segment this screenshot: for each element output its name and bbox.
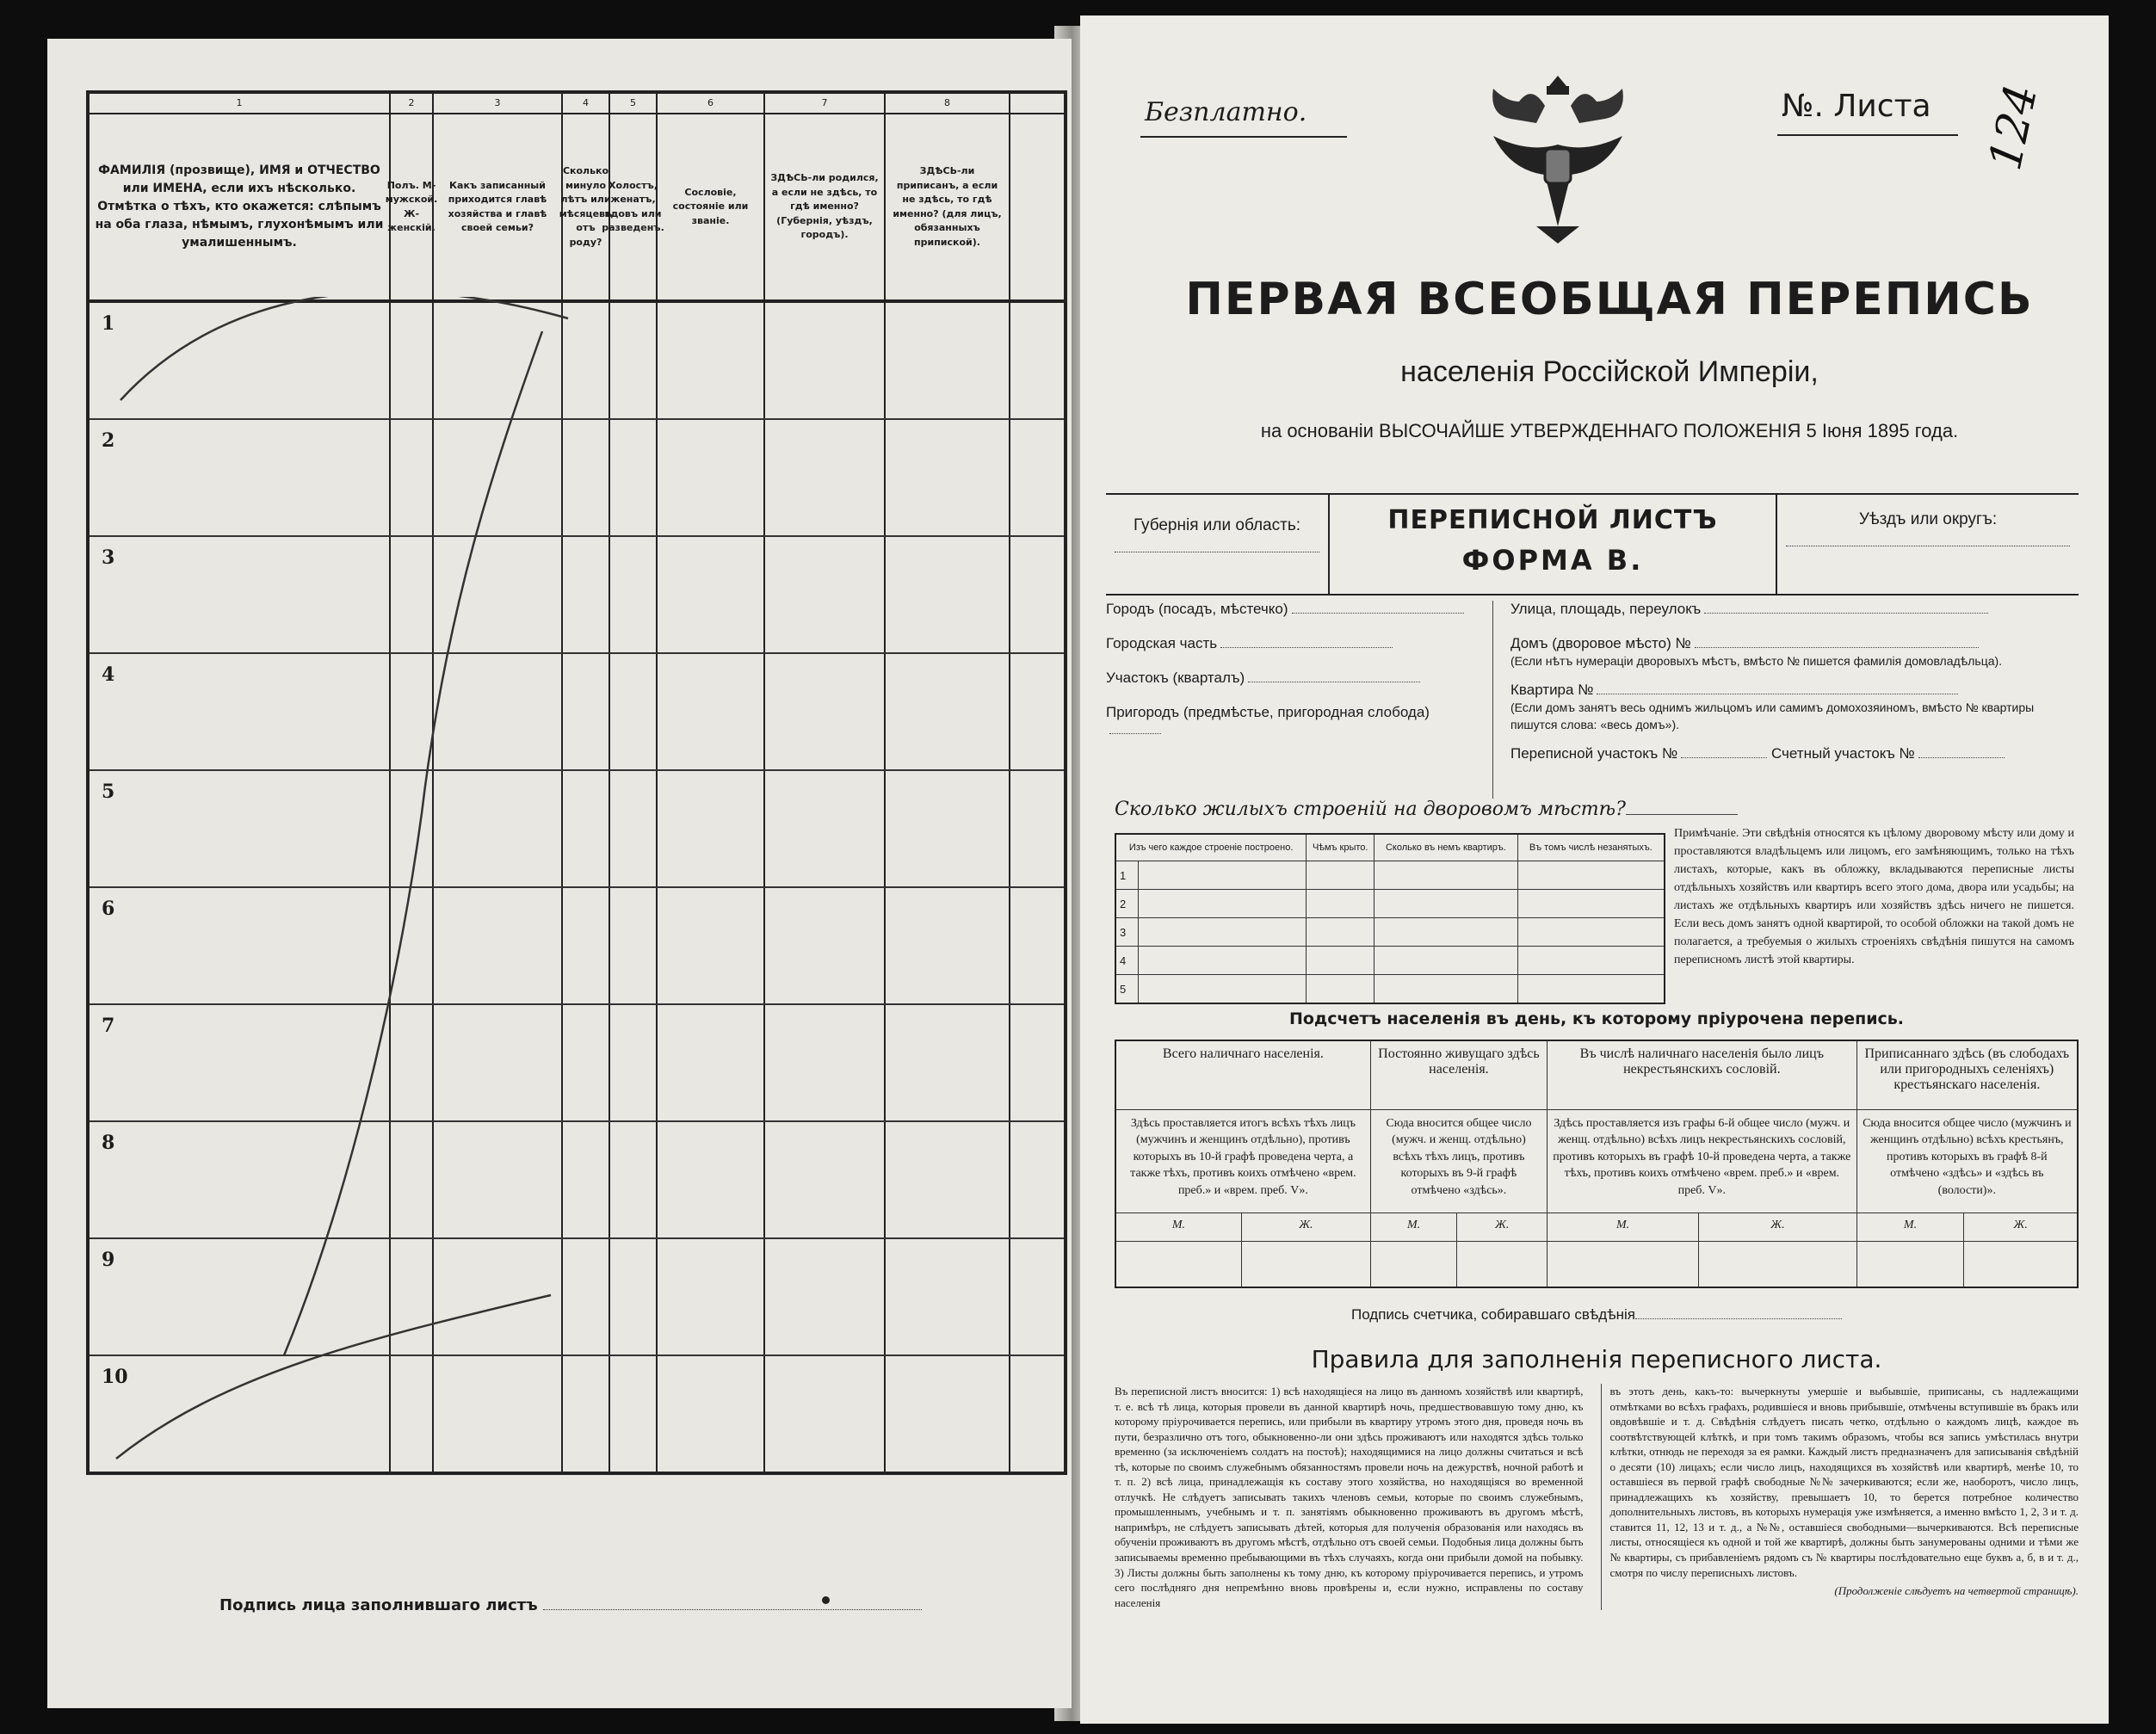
header-registered: ЗДѢСЬ-ли приписанъ, а если не здѣсь, то гдѣ именно? (для лицъ, обязанныхъ припиской). <box>886 114 1010 299</box>
buildings-cell <box>1139 861 1307 890</box>
person-cell <box>1010 420 1064 535</box>
person-cell <box>658 654 765 769</box>
person-row-number: 9 <box>90 1239 391 1354</box>
buildings-cell <box>1307 890 1375 918</box>
count-header: Въ числѣ наличнаго населенія было лицъ некрестьянскихъ сословій. <box>1548 1040 1857 1109</box>
buildings-row <box>1115 975 1665 1004</box>
count-cell <box>1856 1241 1964 1287</box>
buildings-cell <box>1139 918 1307 947</box>
person-cell <box>434 1122 563 1237</box>
buildings-cell <box>1517 861 1665 890</box>
person-cell <box>610 537 658 652</box>
count-cell <box>1457 1241 1548 1287</box>
uezd-dots <box>1786 545 2070 546</box>
person-cell <box>886 888 1010 1003</box>
buildings-table <box>1115 833 1665 1004</box>
buildings-header: Чѣмъ крыто. <box>1307 834 1375 861</box>
buildings-row <box>1115 890 1665 918</box>
buildings-cell <box>1139 890 1307 918</box>
person-cell <box>1010 1005 1064 1120</box>
count-header: Всего наличнаго населенія. <box>1115 1040 1370 1109</box>
buildings-cell <box>1375 947 1518 975</box>
person-cell <box>1010 303 1064 418</box>
form-title: ПЕРЕПИСНОЙ ЛИСТЪ <box>1387 505 1718 535</box>
person-cell <box>434 654 563 769</box>
handwritten-sheet-number: 124 <box>1979 80 2048 175</box>
count-values-row <box>1115 1241 2078 1287</box>
person-row <box>90 888 1064 1005</box>
address-field: Городъ (посадъ, мѣстечко) <box>1106 601 1484 618</box>
buildings-header-row <box>1115 834 1665 861</box>
person-cell <box>658 303 765 418</box>
column-number-row <box>90 94 1064 114</box>
person-cell <box>765 537 886 652</box>
rules-continued: (Продолженіе слѣдуетъ на четвертой страницѣ). <box>1834 1584 2079 1598</box>
buildings-cell <box>1307 975 1375 1004</box>
population-count-title: Подсчетъ населенія въ день, къ которому пріурочена перепись. <box>1288 1009 1905 1028</box>
person-cell <box>886 1356 1010 1472</box>
left-page <box>47 39 1072 1708</box>
buildings-row <box>1115 947 1665 975</box>
person-cell <box>391 654 434 769</box>
buildings-row-number: 4 <box>1115 947 1139 975</box>
person-cell <box>391 420 434 535</box>
m-label: М. <box>1115 1213 1241 1241</box>
signature-line <box>219 1596 922 1614</box>
person-cell <box>658 1122 765 1237</box>
person-cell <box>886 1005 1010 1120</box>
buildings-cell <box>1375 861 1518 890</box>
person-cell <box>563 303 610 418</box>
person-row <box>90 654 1064 771</box>
person-cell <box>563 771 610 886</box>
census-title: ПЕРВАЯ ВСЕОБЩАЯ ПЕРЕПИСЬ <box>1185 274 2034 325</box>
person-cell <box>886 537 1010 652</box>
count-cell <box>1115 1241 1241 1287</box>
signature-dots <box>543 1609 922 1610</box>
person-cell <box>563 1356 610 1472</box>
person-row <box>90 1005 1064 1122</box>
population-count-table <box>1115 1040 2079 1288</box>
person-row <box>90 1356 1064 1472</box>
person-row-number: 2 <box>90 420 391 535</box>
person-cell <box>765 1005 886 1120</box>
count-desc: Здѣсь проставляется изъ графы 6-й общее число (мужч. и женщ. отдѣльно) всѣхъ лицъ некрестьянскихъ сословій, противъ которыхъ въ графѣ 10-й проведена черта, а также тѣхъ, противъ коихъ отмѣчено «врем. преб.» и «врем. преб. V». <box>1548 1109 1857 1213</box>
person-cell <box>1010 888 1064 1003</box>
house-field: Домъ (дворовое мѣсто) № (Если нѣтъ нумераціи дворовыхъ мѣстъ, вмѣсто № пишется фамилія домовладѣльца). <box>1510 635 2003 668</box>
person-cell <box>563 654 610 769</box>
person-cell <box>658 1239 765 1354</box>
free-underline <box>1140 136 1347 138</box>
flat-note: (Если домъ занятъ весь однимъ жильцомъ или самимъ домохозяиномъ, вмѣсто № квартиры пишутся слова: «весь домъ»). <box>1510 700 2035 731</box>
person-cell <box>765 888 886 1003</box>
house-note: (Если нѣтъ нумераціи дворовыхъ мѣстъ, вмѣсто № пишется фамилія домовладѣльца). <box>1510 654 2003 668</box>
person-cell <box>610 771 658 886</box>
count-desc-row <box>1115 1109 2078 1213</box>
m-label: М. <box>1370 1213 1457 1241</box>
person-cell <box>1010 771 1064 886</box>
buildings-cell <box>1375 890 1518 918</box>
person-row <box>90 303 1064 420</box>
province-field <box>1106 495 1330 594</box>
province-label: Губернія или область: <box>1133 516 1301 534</box>
person-row <box>90 537 1064 654</box>
person-cell <box>563 537 610 652</box>
person-cell <box>391 1239 434 1354</box>
form-letter: ФОРМА В. <box>1461 544 1644 577</box>
person-cell <box>1010 1356 1064 1472</box>
count-cell <box>1964 1241 2078 1287</box>
person-cell <box>886 303 1010 418</box>
column-number: 2 <box>391 94 434 113</box>
person-cell <box>434 1239 563 1354</box>
buildings-cell <box>1307 947 1375 975</box>
count-cell <box>1241 1241 1370 1287</box>
buildings-header: Изъ чего каждое строеніе построено. <box>1115 834 1307 861</box>
person-cell <box>434 888 563 1003</box>
right-page <box>1080 15 2109 1724</box>
column-number: 5 <box>610 94 658 113</box>
person-cell <box>391 1005 434 1120</box>
person-cell <box>610 888 658 1003</box>
person-cell <box>434 771 563 886</box>
person-cell <box>765 654 886 769</box>
address-right <box>1493 601 2079 799</box>
census-basis: на основаніи ВЫСОЧАЙШЕ УТВЕРЖДЕННАГО ПОЛОЖЕНІЯ 5 Іюня 1895 года. <box>1260 420 1959 441</box>
person-cell <box>434 1005 563 1120</box>
double-headed-eagle-icon <box>1485 67 1631 248</box>
buildings-cell <box>1517 918 1665 947</box>
person-row-number: 1 <box>90 303 391 418</box>
buildings-cell <box>1517 890 1665 918</box>
buildings-cell <box>1139 975 1307 1004</box>
address-block <box>1106 601 2079 799</box>
person-cell <box>563 888 610 1003</box>
person-cell <box>563 420 610 535</box>
buildings-header: Въ томъ числѣ незанятыхъ. <box>1517 834 1665 861</box>
header-relation: Какъ записанный приходится главѣ хозяйства и главѣ своей семьи? <box>434 114 563 299</box>
buildings-cell <box>1307 918 1375 947</box>
street-field: Улица, площадь, переулокъ <box>1510 601 2079 618</box>
person-cell <box>391 771 434 886</box>
person-cell <box>610 420 658 535</box>
person-cell <box>765 1239 886 1354</box>
person-cell <box>391 1122 434 1237</box>
buildings-header: Сколько въ немъ квартиръ. <box>1375 834 1518 861</box>
column-number: 6 <box>658 94 765 113</box>
rules-body <box>1115 1384 2079 1610</box>
person-cell <box>391 1356 434 1472</box>
rules-column-1: Въ переписной листъ вносится: 1) всѣ находящіеся на лицо въ данномъ хозяйствѣ или квартирѣ, т. е. всѣ тѣ лица, которыя провели въ данной квартирѣ ночь, предшествовавшую тому дню, къ которому пріурочивается перепись, или прибыли въ квартиру утромъ этого дня, проведя ночь въ пути, безразлично отъ того, обыкновенно-ли они здѣсь проживаютъ или находятся здѣсь только временно (за исключеніемъ солдатъ на постоѣ); находящимися на лицо должны считаться и всѣ тѣ, которые по своимъ служебнымъ обязанностямъ провели ночь на дежурствѣ, ночной работѣ и т. п. 2) всѣ лица, принадлежащія къ составу этого хозяйства, но находящіяся во временной отлучкѣ. Не слѣдуетъ записывать такихъ членовъ семьи, которые по своимъ служебнымъ, промышленнымъ, учебнымъ и т. п. занятіямъ обыкновенно проживаютъ въ другомъ мѣстѣ, напримѣръ, не слѣдуетъ записывать дѣтей, которыя для полученія образованія или находясь въ обученіи проживаютъ въ другомъ мѣстѣ, отдѣльно отъ своей семьи. Подобныя лица должны быть записываемы временно пребывающими въ тѣхъ случаяхъ, когда они прибыли домой на побывку. 3) Листы должны быть заполнены къ тому дню, къ которому пріурочивается перепись, и утромъ сего послѣдняго дня непремѣнно вновь провѣрены и, если нужно, исправлены по составу населенія <box>1115 1385 1584 1609</box>
province-dots <box>1115 551 1319 552</box>
flat-field: Квартира № (Если домъ занятъ весь однимъ жильцомъ или самимъ домохозяиномъ, вмѣсто № квартиры пишутся слова: «весь домъ»). <box>1510 682 2035 731</box>
address-field: Участокъ (кварталъ) <box>1106 670 1484 687</box>
count-desc: Сюда вносится общее число (мужч. и женщ. отдѣльно) всѣхъ тѣхъ лицъ, противъ которыхъ въ 9-й графѣ отмѣчено «здѣсь». <box>1370 1109 1547 1213</box>
person-cell <box>765 303 886 418</box>
rules-column-2 <box>1601 1384 2079 1610</box>
column-header-row <box>90 114 1064 303</box>
person-cell <box>1010 1122 1064 1237</box>
zh-label: Ж. <box>1699 1213 1856 1241</box>
rules-title: Правила для заполненія переписного листа. <box>1311 1345 1882 1373</box>
person-cell <box>391 537 434 652</box>
counter-signature: Подпись счетчика, собиравшаго свѣдѣнія <box>1115 1306 2079 1324</box>
person-cell <box>658 1005 765 1120</box>
person-cell <box>658 420 765 535</box>
column-number: 8 <box>886 94 1010 113</box>
signature-label: Подпись лица заполнившаго листъ <box>219 1596 538 1614</box>
buildings-note: Примѣчаніе. Эти свѣдѣнія относятся къ цѣлому дворовому мѣсту или дому и проставляются владѣльцемъ или лицомъ, его замѣняющимъ, только на тѣхъ листахъ, которые, какъ въ обложку, вкладываются переписные листы отдѣльныхъ хозяйствъ или квартиръ всего этого дома, двора или усадьбы; на листахъ же отдѣльныхъ квартиръ или хозяйствъ здѣсь ничего не пишется. Если весь домъ занятъ одной квартирой, то особой обложки на такой домъ не полагается, а требуемыя о жилыхъ строеніяхъ свѣдѣнія пишутся на самомъ переписномъ листѣ этой квартиры. <box>1674 827 2074 966</box>
ink-dot <box>822 1596 830 1604</box>
count-desc: Здѣсь проставляется итогъ всѣхъ тѣхъ лицъ (мужчинъ и женщинъ отдѣльно), противъ которыхъ въ 10-й графѣ проведена черта, а также тѣхъ, противъ коихъ отмѣчено «врем. преб.» и «врем. преб. V». <box>1115 1109 1370 1213</box>
buildings-cell <box>1307 861 1375 890</box>
district-fields: Переписной участокъ № Счетный участокъ № <box>1510 745 2079 762</box>
sheet-number-underline <box>1777 134 1958 136</box>
address-left <box>1106 601 1493 799</box>
rules-column-2-text: въ этотъ день, какъ-то: вычеркнуты умершіе и выбывшіе, приписаны, съ надлежащими отмѣтками во всѣхъ графахъ, родившіеся и вновь прибывшіе, отмѣчены вступившіе въ бракъ или овдовѣвшіе и т. д. Свѣдѣнія слѣдуетъ писать четко, отдѣльно о каждомъ лицѣ, каждое въ соотвѣтствующей клѣткѣ, и при томъ такимъ образомъ, чтобы вся запись умѣстилась внутри клѣтки, отнюдь не переходя за ея рамки. Каждый листъ предназначенъ для записыванія свѣдѣній о десяти (10) лицахъ; если число лицъ, находящихся въ хозяйствѣ или квартирѣ, менѣе 10, то оставшіеся въ первой графѣ свободные №№ зачеркиваются; если же, наоборотъ, число лицъ, принадлежащихъ къ хозяйству, превышаетъ 10, то берется потребное количество дополнительныхъ листовъ, въ которыхъ нумерація уже измѣняется, а именно вмѣсто 1, 2, 3 и т. д. ставится 11, 12, 13 и т. д., а №№, оставшіеся свободными—вычеркиваются. Всѣ переписные листы, относящіеся къ одной и той же квартирѣ, должны быть занумерованы одними и тѣми же № квартиры, съ прибавленіемъ рядомъ съ № квартиры послѣдовательно еще буквъ а, б, в и т. д., смотря по числу переписныхъ листовъ. <box>1609 1385 2079 1579</box>
column-number: 4 <box>563 94 610 113</box>
zh-label: Ж. <box>1241 1213 1370 1241</box>
buildings-row-number: 5 <box>1115 975 1139 1004</box>
person-cell <box>391 303 434 418</box>
column-number: 1 <box>90 94 391 113</box>
person-cell <box>610 654 658 769</box>
person-cell <box>765 420 886 535</box>
count-cell <box>1699 1241 1856 1287</box>
person-cell <box>610 1122 658 1237</box>
person-cell <box>886 420 1010 535</box>
zh-label: Ж. <box>1964 1213 2078 1241</box>
buildings-row <box>1115 918 1665 947</box>
uezd-label: Уѣздъ или округъ: <box>1858 510 1998 528</box>
header-birthplace: ЗДѢСЬ-ли родился, а если не здѣсь, то гдѣ именно? (Губернія, уѣздъ, городъ). <box>765 114 886 299</box>
person-cell <box>886 771 1010 886</box>
person-row <box>90 1122 1064 1239</box>
person-cell <box>563 1239 610 1354</box>
person-cell <box>1010 537 1064 652</box>
buildings-question: Сколько жилыхъ строеній на дворовомъ мѣстѣ? <box>1115 799 1738 820</box>
person-cell <box>886 654 1010 769</box>
header-marital: Холостъ, женатъ, вдовъ или разведенъ. <box>610 114 658 299</box>
form-title-box <box>1330 495 1777 594</box>
column-number: 3 <box>434 94 563 113</box>
person-cell <box>434 420 563 535</box>
address-field: Пригородъ (предмѣстье, пригородная слобода) <box>1106 704 1484 738</box>
person-cell <box>658 1356 765 1472</box>
person-row-number: 6 <box>90 888 391 1003</box>
count-mf-row <box>1115 1213 2078 1241</box>
person-cell <box>1010 1239 1064 1354</box>
header-age: Сколько минуло лѣтъ или мѣсяцевъ отъ роду? <box>563 114 610 299</box>
person-row-number: 3 <box>90 537 391 652</box>
buildings-cell <box>1375 975 1518 1004</box>
person-cell <box>563 1122 610 1237</box>
person-cell <box>1010 654 1064 769</box>
column-number: 7 <box>765 94 886 113</box>
count-cell <box>1370 1241 1457 1287</box>
buildings-cell <box>1517 975 1665 1004</box>
person-row-number: 4 <box>90 654 391 769</box>
m-label: М. <box>1548 1213 1699 1241</box>
buildings-row-number: 3 <box>1115 918 1139 947</box>
buildings-row-number: 2 <box>1115 890 1139 918</box>
person-cell <box>610 1005 658 1120</box>
address-field: Городская часть <box>1106 635 1484 652</box>
buildings-cell <box>1139 947 1307 975</box>
free-label: Безплатно. <box>1145 97 1307 127</box>
count-desc: Сюда вносится общее число (мужчинъ и женщинъ отдѣльно) всѣхъ крестьянъ, противъ которыхъ въ графѣ 8-й отмѣчено «здѣсь» и «здѣсь въ (волости)». <box>1856 1109 2078 1213</box>
count-cell <box>1548 1241 1699 1287</box>
form-header-band <box>1106 493 2079 595</box>
census-subtitle: населенія Россійской Имперіи, <box>1400 355 1819 388</box>
person-row-number: 5 <box>90 771 391 886</box>
person-row <box>90 771 1064 888</box>
census-person-table <box>86 90 1067 1475</box>
person-cell <box>434 303 563 418</box>
sheet-number-label: №. Листа <box>1782 89 1931 124</box>
column-number <box>1010 94 1064 113</box>
person-row <box>90 1239 1064 1356</box>
buildings-row <box>1115 861 1665 890</box>
person-cell <box>434 1356 563 1472</box>
person-cell <box>563 1005 610 1120</box>
zh-label: Ж. <box>1457 1213 1548 1241</box>
person-cell <box>610 1239 658 1354</box>
buildings-cell <box>1517 947 1665 975</box>
person-cell <box>610 1356 658 1472</box>
person-row-number: 7 <box>90 1005 391 1120</box>
person-cell <box>434 537 563 652</box>
buildings-row-number: 1 <box>1115 861 1139 890</box>
person-row <box>90 420 1064 537</box>
person-cell <box>886 1122 1010 1237</box>
person-cell <box>658 888 765 1003</box>
person-cell <box>610 303 658 418</box>
count-header-row <box>1115 1040 2078 1109</box>
person-cell <box>886 1239 1010 1354</box>
header-estate: Сословіе, состояніе или званіе. <box>658 114 765 299</box>
person-cell <box>765 771 886 886</box>
person-row-number: 10 <box>90 1356 391 1472</box>
buildings-cell <box>1375 918 1518 947</box>
person-cell <box>658 771 765 886</box>
header-name: ФАМИЛІЯ (прозвище), ИМЯ и ОТЧЕСТВО или ИМЕНА, если ихъ нѣсколько. Отмѣтка о тѣхъ, кто окажется: слѣпымъ на оба глаза, нѣмымъ, глухонѣмымъ или умалишеннымъ. <box>90 114 391 299</box>
person-row-number: 8 <box>90 1122 391 1237</box>
person-cell <box>658 537 765 652</box>
m-label: М. <box>1856 1213 1964 1241</box>
person-cell <box>765 1122 886 1237</box>
count-header: Приписаннаго здѣсь (въ слободахъ или пригородныхъ селеніяхъ) крестьянскаго населенія. <box>1856 1040 2078 1109</box>
header-sex: Полъ. М-мужской. Ж-женскій. <box>391 114 434 299</box>
person-cell <box>391 888 434 1003</box>
uezd-field <box>1777 495 2079 594</box>
count-header: Постоянно живущаго здѣсь населенія. <box>1370 1040 1547 1109</box>
person-cell <box>765 1356 886 1472</box>
header-cut <box>1010 114 1064 299</box>
